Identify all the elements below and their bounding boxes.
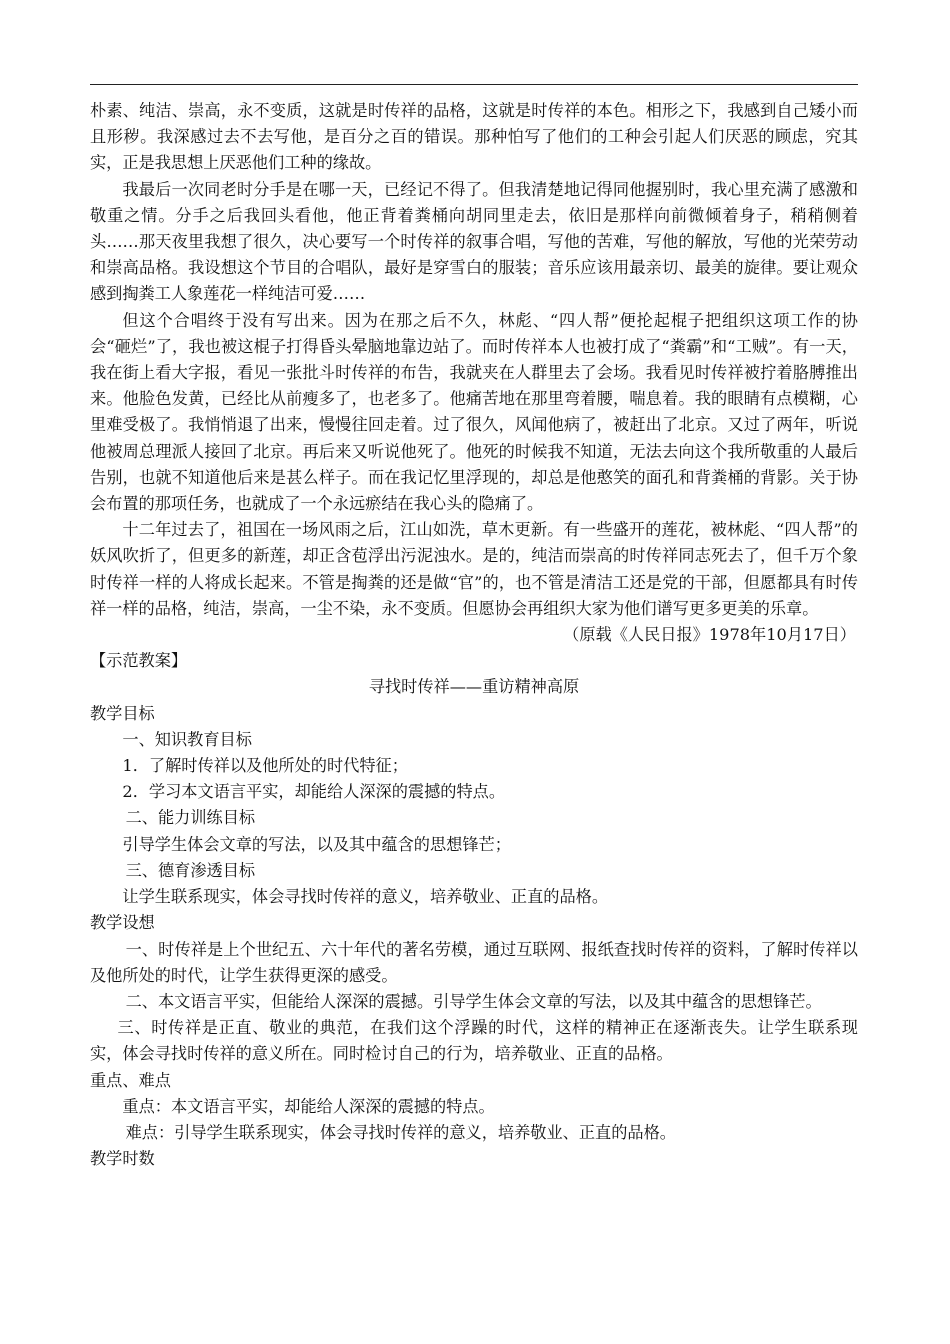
key-points-heading: 重点、难点	[90, 1070, 171, 1090]
difficult-point-text: 难点：引导学生联系现实，体会寻找时传祥的意义，培养敬业、正直的品格。	[125, 1122, 676, 1142]
article-paragraph-1: 朴素、纯洁、崇高，永不变质，这就是时传祥的品格，这就是时传祥的本色。相形之下，我感到自己矮小而且形秽。我深感过去不去写他，是百分之百的错误。那种怕写了他们的工种会引起人们厌恶的顾虑，究其实，正是我思想上厌恶他们工种的缘故。	[90, 101, 858, 173]
header-rule	[90, 84, 858, 85]
lesson-plan-title: 寻找时传祥——重访精神高原	[368, 677, 580, 697]
article-paragraph-3: 但这个合唱终于没有写出来。因为在那之后不久，林彪、“四人帮”便抡起棍子把组织这项工作的协会“砸烂”了，我也被这棍子打得昏头晕脑地靠边站了。而时传祥本人也被打成了“粪霸”和“工贼”。有一天，我在街上看大字报，看见一张批斗时传祥的布告，我就夹在人群里去了会场。我看见时传祥被拧着胳膊推出来。他脸色发黄，已经比从前瘦多了，也老多了。他痛苦地在那里弯着腰，喘息着。我的眼睛有点模糊，心里难受极了。我悄悄退了出来，慢慢往回走着。过了很久，风闻他病了，被赶出了北京。又过了两年，听说他被周总理派人接回了北京。再后来又听说他死了。他死的时候我不知道，无法去向这个我所敬重的人最后告别，也就不知道他后来是甚么样子。而在我记忆里浮现的，却总是他憨笑的面孔和背粪桶的背影。关于协会布置的那项任务，也就成了一个永远瘀结在我心头的隐痛了。	[90, 310, 858, 514]
lesson-plan-heading: 【示范教案】	[90, 651, 188, 671]
teaching-design-item-3: 三、时传祥是正直、敬业的典范，在我们这个浮躁的时代，这样的精神正在逐渐丧失。让学生联系现实，体会寻找时传祥的意义所在。同时检讨自己的行为，培养敬业、正直的品格。	[90, 1018, 858, 1064]
knowledge-goal-heading: 一、知识教育目标	[122, 729, 252, 749]
teaching-design-item-2: 二、本文语言平实，但能给人深深的震撼。引导学生体会文章的写法，以及其中蕴含的思想锋芒。	[125, 991, 822, 1011]
document-body	[90, 98, 858, 1172]
moral-goal-heading: 三、德育渗透目标	[125, 860, 256, 880]
knowledge-goal-item-1: 1．了解时传祥以及他所处的时代特征；	[122, 756, 408, 776]
ability-goal-heading: 二、能力训练目标	[125, 808, 256, 828]
key-point-text: 重点：本文语言平实，却能给人深深的震撼的特点。	[122, 1096, 495, 1116]
teaching-hours-heading: 教学时数	[90, 1149, 155, 1169]
knowledge-goal-item-2: 2．学习本文语言平实，却能给人深深的震撼的特点。	[122, 782, 506, 802]
article-paragraph-2: 我最后一次同老时分手是在哪一天，已经记不得了。但我清楚地记得同他握别时，我心里充满了感激和敬重之情。分手之后我回头看他，他正背着粪桶向胡同里走去，依旧是那样向前微倾着身子，稍稍侧着头……那天夜里我想了很久，决心要写一个时传祥的叙事合唱，写他的苦难，写他的解放，写他的光荣劳动和崇高品格。我设想这个节目的合唱队，最好是穿雪白的服装；音乐应该用最亲切、最美的旋律。要让观众感到掏粪工人象莲花一样纯洁可爱……	[90, 179, 858, 304]
teaching-design-heading: 教学设想	[90, 913, 155, 933]
ability-goal-text: 引导学生体会文章的写法，以及其中蕴含的思想锋芒；	[122, 834, 511, 854]
teaching-goals-heading: 教学目标	[90, 703, 155, 723]
teaching-design-item-1: 一、时传祥是上个世纪五、六十年代的著名劳模，通过互联网、报纸查找时传祥的资料，了解时传祥以及他所处的时代，让学生获得更深的感受。	[90, 939, 858, 985]
article-paragraph-4: 十二年过去了，祖国在一场风雨之后，江山如洗，草木更新。有一些盛开的莲花，被林彪、“四人帮”的妖风吹折了，但更多的新莲，却正含苞浮出污泥浊水。是的，纯洁而崇高的时传祥同志死去了，但千万个象时传祥一样的人将成长起来。不管是掏粪的还是做“官”的，也不管是清洁工还是党的干部，但愿都具有时传祥一样的品格，纯洁，崇高，一尘不染，永不变质。但愿协会再组织大家为他们谱写更多更美的乐章。	[90, 520, 858, 618]
article-source: （原载《人民日报》1978年10月17日）	[563, 625, 856, 645]
moral-goal-text: 让学生联系现实，体会寻找时传祥的意义，培养敬业、正直的品格。	[122, 887, 609, 907]
